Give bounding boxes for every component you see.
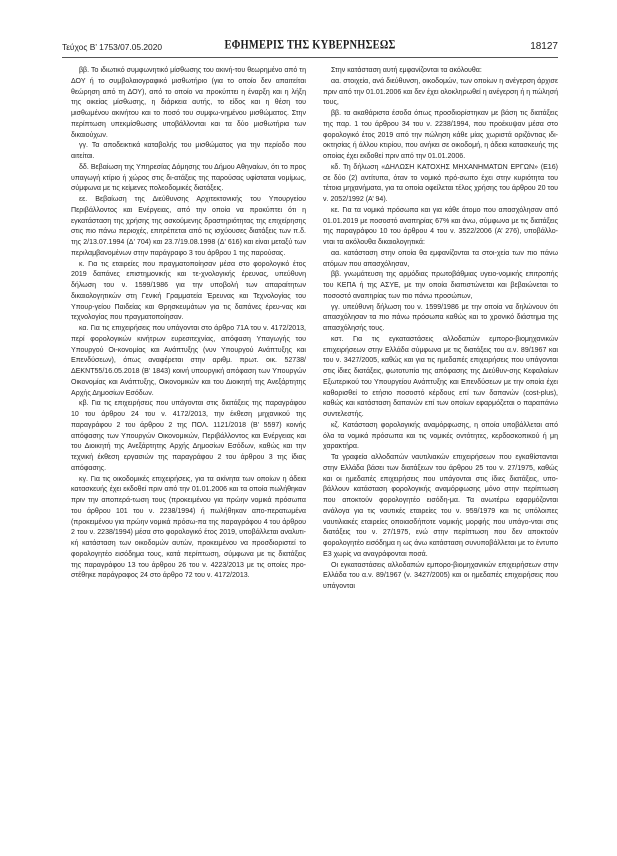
header-rule (62, 57, 558, 58)
paragraph: κ. Για τις εταιρείες που πραγματοποίησαν μέσα στο φορολογικό έτος 2019 δαπάνες επιστημονικής και τε-χνολογικής έρευνας, υπεύθυνη δήλωση του ν. 1599/1986 για την υποβολή των απαραίτητων δικαιολογητικών στη Γενική Γραμματεία Έρευνας και Τεχνολογίας του Υπουρ-γείου Παιδείας και Θρησκευμάτων για τις δαπάνες έρευ-νας και τεχνολογίας που πραγματοποίησαν. (71, 260, 306, 322)
gazette-title: ΕΦΗΜΕΡΙΣ ΤΗΣ ΚΥΒΕΡΝΗΣΕΩΣ (224, 39, 396, 52)
paragraph: αα. στοιχεία, ανά διεύθυνση, οικοδομών, των οποίων η ανέγερση άρχισε πριν από την 01.01.2006 και δεν έχει ολοκληρωθεί η ανέγερση ή η πώλησή τους, (323, 77, 558, 107)
paragraph: κγ. Για τις οικοδομικές επιχειρήσεις, για τα ακίνητα των οποίων η άδεια κατασκευής έχει εκδοθεί πριν από την 01.01.2006 και τα οποία πωλήθηκαν πριν την αποπερά-τωση τους (προκειμένου για πρώην νομικά πρόσωπα του άρθρου 101 του ν. 2238/1994) ή πωλήθηκαν απο-περατωμένα (προκειμένου για πρώην νομικά πρόσω-πα της παραγράφου 4 του άρθρου 2 του ν. 2238/1994) μέσα στο φορολογικό έτος 2019, υποβάλλεται αναλυτι-κή κατάσταση των οικοδομών αυτών, προκειμένου να προσδιοριστεί το φορολογητέο εισόδημα τους, κατά περίπτωση, σύμφωνα με τις διατάξεις της παραγράφου 13 του άρθρου 26 του ν. 4223/2013 με τις οποίες προ-στέθηκε παράγραφος 24 στο άρθρο 72 του ν. 4172/2013. (71, 475, 306, 580)
paragraph: αα. κατάσταση στην οποία θα εμφανίζονται τα στοι-χεία των πιο πάνω ατόμων που απασχόλησαν, (323, 249, 558, 268)
paragraph: ββ. Το ιδιωτικό συμφωνητικό μίσθωσης του ακινή-του θεωρημένο από τη ΔΟΥ ή το συμβολαιογραφικό μισθωτήριο (για το οποίο δεν απαιτείται θεώρηση από τη ΔΟΥ), από το οποίο να προκύπτει η έναρξη και η λήξη της οικείας μίσθωσης, η διάρκεια αυτής, το είδος και η θέση του μισθωμένου ακινήτου και το ποσό του συμφω-νημένου μισθώματος. Στην περίπτωση υπεκμίσθωσης υποβάλλονται και τα δύο μισθωτήρια των δικαιούχων. (71, 67, 306, 139)
paragraph: δδ. Βεβαίωση της Υπηρεσίας Δόμησης του Δήμου Αθηναίων, ότι το προς υπαγωγή κτίριο ή χώρος στις δι-ατάξεις της παρούσας υφίσταται νομίμως, σύμφωνα με τις κείμενες πολεοδομικές διατάξεις. (71, 163, 306, 193)
paragraph: ββ. τα ακαθάριστα έσοδα όπως προσδιορίστηκαν με βάση τις διατάξεις της παρ. 1 του άρθρου 34 του ν. 2238/1994, που προέκυψαν μέσα στο φορολογικό έτος 2019 από την πώληση κάθε μίας χωριστά οριζόντιας ιδι-οκτησίας ή άλλου κτιρίου, που ανήκει σε οικοδομή, η άδεια κατασκευής της οποίας έχει εκδοθεί πριν από την 01.01.2006. (323, 110, 558, 160)
paragraph: Στην κατάσταση αυτή εμφανίζονται τα ακόλουθα: (331, 67, 482, 74)
paragraph: Τα γραφεία αλλοδαπών ναυτιλιακών επιχειρήσεων που εγκαθίστανται στην Ελλάδα βάσει των διατάξεων του άρθρου 25 του ν. 27/1975, καθώς και οι ημεδαπές επιχειρήσεις που υπάγονται στις ίδιες διατάξεις, υπο-βάλλουν κατάσταση φορολογικής αναμόρφωσης μόνο στην περίπτωση που αποκτούν φορολογητέο εισόδη-μα. Τα ανωτέρω εφαρμόζονται ανάλογα για τις ναυτικές εταιρείες του ν. 959/1979 και τις υπόλοιπες ναυτιλιακές εταιρείες οποιασδήποτε νομικής μορφής που υπάγο-νται στις διατάξεις του ν. 27/1975, ενώ στην περίπτωση που δεν αποκτούν φορολογητέο εισόδημα η ως άνω κατάσταση συνυποβάλλεται με το έντυπο Ε3 χωρίς να αναγράφονται ποσά. (323, 454, 558, 558)
left-column (71, 66, 306, 582)
paragraph: εε. Βεβαίωση της Διεύθυνσης Αρχιτεκτονικής του Υπουργείου Περιβάλλοντος και Ενέργειας, από την οποία να προκύπτει ότι η εγκατάσταση της χρήσης της ασκούμενης δραστηριότητας της επιχείρησης στις πιο πάνω περιοχές, επιτρέπεται από τις ισχύουσες διατάξεις των π.δ. της 2/13.07.1994 (Δ’ 704) και 23.7/19.08.1998 (Δ’ 616) και είναι μεταξύ των περιλαμβανομένων στην παράγραφο 3 του άρθρου 1 της παρούσας. (71, 196, 306, 257)
paragraph: γγ. Τα αποδεικτικά καταβολής του μισθώματος για την περίοδο που αιτείται. (71, 142, 306, 160)
paragraph: ββ. γνωμάτευση της αρμόδιας πρωτοβάθμιας υγειο-νομικής επιτροπής του ΚΕΠΑ ή της ΑΣΥΕ, με την οποία διαπιστώνεται και βεβαιώνεται το ποσοστό αναπηρίας των πιο πάνω προσώπων, (323, 271, 558, 300)
paragraph: κε. Για τα νομικά πρόσωπα και για κάθε άτομο που απασχόλησαν από 01.01.2019 με ποσοστό αναπηρίας 67% και άνω, σύμφωνα με τις διατάξεις της παραγράφου 10 του άρθρου 4 του ν. 3522/2006 (Α’ 276), υποβάλλο-νται τα ακόλουθα δικαιολογητικά: (323, 206, 558, 246)
paragraph: κβ. Για τις επιχειρήσεις που υπάγονται στις διατάξεις της παραγράφου 10 του άρθρου 24 του ν. 4172/2013, την έκθεση μηχανικού της παραγράφου 2 του άρθρου 2 της ΠΟΛ. 1121/2018 (Β’ 5597) κοινής απόφασης των Υπουργών Οικονομικών, Περιβάλλοντος και Ενέργειας και του Διοικητή της Ανεξάρτητης Αρχής Δημοσίων Εσόδων, καθώς και την τεχνική έκθεση εργασιών της παραγράφου 2 του άρθρου 3 της ίδιας απόφασης. (71, 400, 306, 472)
page-number: 18127 (530, 41, 558, 52)
paragraph: γγ. υπεύθυνη δήλωση του ν. 1599/1986 με την οποία να δηλώνουν ότι απασχόλησαν τα πιο πάνω πρόσωπα καθώς και το χρονικό διάστημα της απασχόλησής τους. (323, 303, 558, 332)
paragraph: κστ. Για τις εγκαταστάσεις αλλοδαπών εμπορο-βιομηχανικών επιχειρήσεων στην Ελλάδα σύμφωνα με τις διατάξεις του α.ν. 89/1967 και του ν. 3427/2005, καθώς και για τις ημεδαπές επιχειρήσεις που υπάγονται στις ίδιες διατάξεις, φωτοτυπία της απόφασης της Διεύθυν-σης Κεφαλαίων Εξωτερικού του Υπουργείου Ανάπτυξης και Επενδύσεων με την οποία έχει καθορισθεί το ετήσιο ποσοστό κέρδους επί των δαπανών (cost-plus), καθώς και κατάσταση δαπανών επί των οποίων εφαρμόζεται ο παραπάνω συντελεστής. (323, 335, 558, 418)
paragraph: κδ. Τη δήλωση «ΔΗΛΩΣΗ ΚΑΤΟΧΗΣ ΜΗΧΑΝΗΜΑΤΩΝ ΕΡΓΩΝ» (Ε16) σε δύο (2) αντίτυπα, όταν το νομικό πρό-σωπο έχει στην κυριότητα του τέτοια μηχανήματα, για τα οποία οφείλεται τέλος χρήσης του άρθρου 20 του ν. 2052/1992 (Α’ 94). (323, 163, 558, 203)
paragraph: κζ. Κατάσταση φορολογικής αναμόρφωσης, η οποία υποβάλλεται από όλα τα νομικά πρόσωπα και τις νομικές οντότητες, κερδοσκοπικού ή μη χαρακτήρα. (323, 421, 558, 451)
paragraph: Οι εγκαταστάσεις αλλοδαπών εμπορο-βιομηχανικών επιχειρήσεων στην Ελλάδα του α.ν. 89/1967 (ν. 3427/2005) και οι ημεδαπές επιχειρήσεις που υπάγονται (323, 561, 558, 590)
right-column (323, 66, 558, 593)
paragraph: κα. Για τις επιχειρήσεις που υπάγονται στο άρθρο 71Α του ν. 4172/2013, περί φορολογικών κινήτρων ευρεσιτεχνίας, απόφαση Υπαγωγής του Υπουργού Οι-κονομίας και Ανάπτυξης (νυν Υπουργού Ανάπτυξης και Επενδύσεων), όπως αναφέρεται στην αριθμ. πρωτ. οικ. 52738/ΔΕΚΝΤ55/16.05.2018 (Β’ 1843) κοινή υπουργική απόφαση των Υπουργών Οικονομίας και Ανάπτυξης, Οικονομικών και του Διοικητή της Ανεξάρτητης Αρχής Δημοσίων Εσόδων. (71, 325, 306, 397)
issue-reference: Τεύχος Β’ 1753/07.05.2020 (62, 42, 163, 52)
